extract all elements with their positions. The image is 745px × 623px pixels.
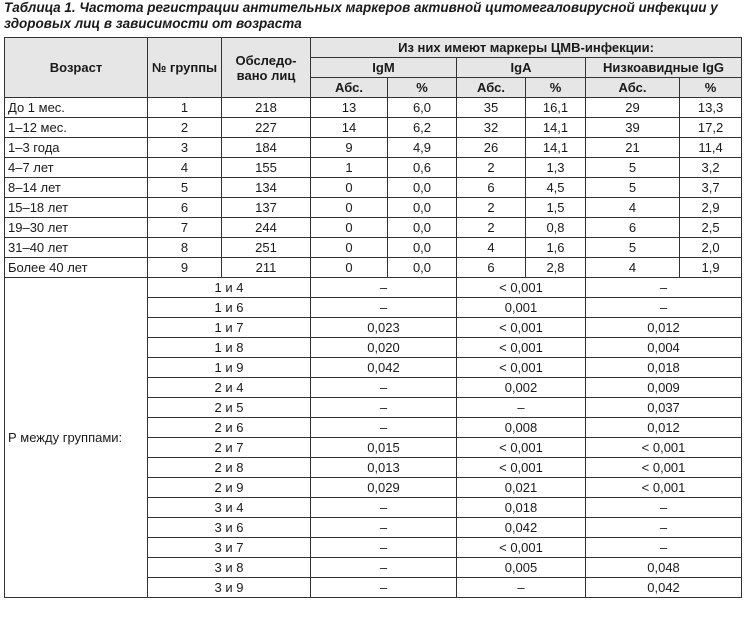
cell-p-igg: < 0,001 bbox=[586, 438, 742, 458]
cell-p-igm: 0,013 bbox=[311, 458, 457, 478]
cell-age: 1–12 мес. bbox=[5, 118, 148, 138]
cell-igm-abs: 0 bbox=[311, 238, 388, 258]
p-between-groups-label: Р между группами: bbox=[5, 278, 148, 598]
cell-igg-abs: 4 bbox=[586, 258, 680, 278]
cell-igg-pct: 3,7 bbox=[680, 178, 742, 198]
cell-igm-pct: 0,6 bbox=[388, 158, 457, 178]
cell-iga-pct: 1,3 bbox=[526, 158, 586, 178]
cell-group-pair: 3 и 6 bbox=[148, 518, 311, 538]
cell-igg-abs: 5 bbox=[586, 178, 680, 198]
cell-iga-abs: 4 bbox=[457, 238, 526, 258]
cell-igm-abs: 0 bbox=[311, 198, 388, 218]
cell-group-pair: 3 и 8 bbox=[148, 558, 311, 578]
header-igm: IgM bbox=[311, 58, 457, 78]
cell-examined: 184 bbox=[222, 138, 311, 158]
cell-igm-pct: 0,0 bbox=[388, 238, 457, 258]
cell-group-pair: 3 и 4 bbox=[148, 498, 311, 518]
cell-p-igg: – bbox=[586, 298, 742, 318]
cell-igg-abs: 29 bbox=[586, 98, 680, 118]
cell-iga-abs: 35 bbox=[457, 98, 526, 118]
cell-group: 8 bbox=[148, 238, 222, 258]
cell-p-igg: – bbox=[586, 498, 742, 518]
table-row bbox=[5, 138, 742, 158]
cell-iga-abs: 26 bbox=[457, 138, 526, 158]
cell-p-igm: 0,023 bbox=[311, 318, 457, 338]
cell-p-igg: 0,004 bbox=[586, 338, 742, 358]
cell-p-igg: 0,018 bbox=[586, 358, 742, 378]
cell-group-pair: 3 и 9 bbox=[148, 578, 311, 598]
header-markers: Из них имеют маркеры ЦМВ-инфекции: bbox=[311, 38, 742, 58]
cell-examined: 251 bbox=[222, 238, 311, 258]
cell-group-pair: 1 и 9 bbox=[148, 358, 311, 378]
cell-p-igm: – bbox=[311, 558, 457, 578]
cell-group: 1 bbox=[148, 98, 222, 118]
cell-p-iga: 0,008 bbox=[457, 418, 586, 438]
cell-p-iga: < 0,001 bbox=[457, 278, 586, 298]
cell-group: 3 bbox=[148, 138, 222, 158]
header-age: Возраст bbox=[5, 38, 148, 98]
cell-p-igg: 0,012 bbox=[586, 418, 742, 438]
cell-examined: 244 bbox=[222, 218, 311, 238]
cell-group-pair: 2 и 9 bbox=[148, 478, 311, 498]
header-iga-pct: % bbox=[526, 78, 586, 98]
cell-iga-pct: 1,6 bbox=[526, 238, 586, 258]
cell-p-igg: – bbox=[586, 518, 742, 538]
cell-p-iga: < 0,001 bbox=[457, 458, 586, 478]
cell-p-iga: < 0,001 bbox=[457, 318, 586, 338]
data-table bbox=[4, 37, 742, 598]
cell-age: 31–40 лет bbox=[5, 238, 148, 258]
header-igm-abs: Абс. bbox=[311, 78, 388, 98]
cell-iga-abs: 32 bbox=[457, 118, 526, 138]
table-row bbox=[5, 258, 742, 278]
cell-p-igg: 0,037 bbox=[586, 398, 742, 418]
table-caption: Таблица 1. Частота регистрации антительных маркеров активной цитомегаловирусной инфекции у здоровых лиц в зависимости от возраста bbox=[4, 0, 718, 31]
cell-p-igg: 0,042 bbox=[586, 578, 742, 598]
cell-p-iga: – bbox=[457, 578, 586, 598]
cell-examined: 218 bbox=[222, 98, 311, 118]
cell-iga-pct: 14,1 bbox=[526, 118, 586, 138]
cell-igm-abs: 13 bbox=[311, 98, 388, 118]
cell-age: 15–18 лет bbox=[5, 198, 148, 218]
cell-igm-abs: 0 bbox=[311, 218, 388, 238]
cell-p-iga: 0,001 bbox=[457, 298, 586, 318]
cell-p-igg: 0,009 bbox=[586, 378, 742, 398]
cell-p-igm: 0,020 bbox=[311, 338, 457, 358]
cell-igm-pct: 0,0 bbox=[388, 178, 457, 198]
cell-igm-abs: 0 bbox=[311, 178, 388, 198]
cell-igg-abs: 4 bbox=[586, 198, 680, 218]
cell-p-igm: – bbox=[311, 578, 457, 598]
cell-age: 19–30 лет bbox=[5, 218, 148, 238]
cell-iga-abs: 6 bbox=[457, 178, 526, 198]
cell-p-igm: 0,029 bbox=[311, 478, 457, 498]
cell-p-iga: 0,005 bbox=[457, 558, 586, 578]
cell-p-iga: 0,021 bbox=[457, 478, 586, 498]
cell-group-pair: 1 и 6 bbox=[148, 298, 311, 318]
cell-iga-abs: 6 bbox=[457, 258, 526, 278]
cell-igg-pct: 13,3 bbox=[680, 98, 742, 118]
cell-igm-abs: 0 bbox=[311, 258, 388, 278]
cell-p-igg: 0,048 bbox=[586, 558, 742, 578]
cell-p-iga: – bbox=[457, 398, 586, 418]
table-body bbox=[5, 98, 742, 598]
cell-p-igm: – bbox=[311, 538, 457, 558]
cell-igg-pct: 3,2 bbox=[680, 158, 742, 178]
cell-p-igm: – bbox=[311, 378, 457, 398]
cell-iga-pct: 14,1 bbox=[526, 138, 586, 158]
cell-igg-pct: 17,2 bbox=[680, 118, 742, 138]
cell-age: Более 40 лет bbox=[5, 258, 148, 278]
cell-group: 6 bbox=[148, 198, 222, 218]
cell-iga-pct: 1,5 bbox=[526, 198, 586, 218]
p-value-row bbox=[5, 278, 742, 298]
cell-igg-pct: 1,9 bbox=[680, 258, 742, 278]
cell-igm-pct: 4,9 bbox=[388, 138, 457, 158]
cell-group-pair: 3 и 7 bbox=[148, 538, 311, 558]
table-row bbox=[5, 98, 742, 118]
cell-iga-pct: 2,8 bbox=[526, 258, 586, 278]
cell-p-igm: 0,042 bbox=[311, 358, 457, 378]
cell-p-igm: – bbox=[311, 298, 457, 318]
cell-igg-pct: 2,5 bbox=[680, 218, 742, 238]
cell-p-igm: – bbox=[311, 278, 457, 298]
cell-p-iga: < 0,001 bbox=[457, 538, 586, 558]
cell-p-iga: < 0,001 bbox=[457, 338, 586, 358]
cell-igg-pct: 2,0 bbox=[680, 238, 742, 258]
header-group-no: № группы bbox=[148, 38, 222, 98]
cell-igg-abs: 39 bbox=[586, 118, 680, 138]
cell-iga-abs: 2 bbox=[457, 158, 526, 178]
cell-p-igm: – bbox=[311, 498, 457, 518]
cell-igm-pct: 0,0 bbox=[388, 198, 457, 218]
cell-group-pair: 2 и 5 bbox=[148, 398, 311, 418]
table-row bbox=[5, 178, 742, 198]
header-iga-abs: Абс. bbox=[457, 78, 526, 98]
cell-group: 5 bbox=[148, 178, 222, 198]
cell-p-iga: 0,042 bbox=[457, 518, 586, 538]
cell-p-igm: 0,015 bbox=[311, 438, 457, 458]
cell-p-igg: – bbox=[586, 278, 742, 298]
cell-group: 4 bbox=[148, 158, 222, 178]
cell-igg-abs: 21 bbox=[586, 138, 680, 158]
cell-p-igg: – bbox=[586, 538, 742, 558]
cell-iga-pct: 4,5 bbox=[526, 178, 586, 198]
cell-age: 1–3 года bbox=[5, 138, 148, 158]
header-igg-pct: % bbox=[680, 78, 742, 98]
cell-igm-pct: 0,0 bbox=[388, 218, 457, 238]
cell-igg-abs: 6 bbox=[586, 218, 680, 238]
cell-age: До 1 мес. bbox=[5, 98, 148, 118]
header-igm-pct: % bbox=[388, 78, 457, 98]
cell-group: 7 bbox=[148, 218, 222, 238]
cell-group-pair: 2 и 8 bbox=[148, 458, 311, 478]
cell-p-igg: 0,012 bbox=[586, 318, 742, 338]
cell-age: 4–7 лет bbox=[5, 158, 148, 178]
cell-iga-abs: 2 bbox=[457, 218, 526, 238]
cell-examined: 227 bbox=[222, 118, 311, 138]
header-iga: IgA bbox=[457, 58, 586, 78]
cell-examined: 134 bbox=[222, 178, 311, 198]
cell-igm-pct: 6,0 bbox=[388, 98, 457, 118]
cell-igg-abs: 5 bbox=[586, 238, 680, 258]
table-row bbox=[5, 118, 742, 138]
cell-examined: 137 bbox=[222, 198, 311, 218]
table-row bbox=[5, 158, 742, 178]
cell-p-igm: – bbox=[311, 398, 457, 418]
cell-p-iga: 0,018 bbox=[457, 498, 586, 518]
cell-p-igm: – bbox=[311, 518, 457, 538]
cell-igm-abs: 1 bbox=[311, 158, 388, 178]
table-row bbox=[5, 198, 742, 218]
cell-iga-abs: 2 bbox=[457, 198, 526, 218]
cell-examined: 155 bbox=[222, 158, 311, 178]
header-low-avidity-igg: Низкоавидные IgG bbox=[586, 58, 742, 78]
cell-iga-pct: 0,8 bbox=[526, 218, 586, 238]
cell-p-igg: < 0,001 bbox=[586, 458, 742, 478]
cell-igg-pct: 11,4 bbox=[680, 138, 742, 158]
table-row bbox=[5, 238, 742, 258]
table-row bbox=[5, 218, 742, 238]
cell-group-pair: 1 и 7 bbox=[148, 318, 311, 338]
cell-igm-abs: 14 bbox=[311, 118, 388, 138]
cell-igg-abs: 5 bbox=[586, 158, 680, 178]
cell-igm-abs: 9 bbox=[311, 138, 388, 158]
cell-p-igg: < 0,001 bbox=[586, 478, 742, 498]
cell-p-iga: 0,002 bbox=[457, 378, 586, 398]
cell-p-iga: < 0,001 bbox=[457, 358, 586, 378]
table-header bbox=[5, 38, 742, 98]
cell-group-pair: 2 и 7 bbox=[148, 438, 311, 458]
cell-group-pair: 2 и 6 bbox=[148, 418, 311, 438]
cell-group: 2 bbox=[148, 118, 222, 138]
cell-iga-pct: 16,1 bbox=[526, 98, 586, 118]
cell-group-pair: 2 и 4 bbox=[148, 378, 311, 398]
cell-examined: 211 bbox=[222, 258, 311, 278]
cell-p-iga: < 0,001 bbox=[457, 438, 586, 458]
header-examined: Обследо-вано лиц bbox=[222, 38, 311, 98]
cell-age: 8–14 лет bbox=[5, 178, 148, 198]
cell-igm-pct: 0,0 bbox=[388, 258, 457, 278]
cell-igm-pct: 6,2 bbox=[388, 118, 457, 138]
cell-igg-pct: 2,9 bbox=[680, 198, 742, 218]
cell-group-pair: 1 и 4 bbox=[148, 278, 311, 298]
cell-group-pair: 1 и 8 bbox=[148, 338, 311, 358]
cell-p-igm: – bbox=[311, 418, 457, 438]
cell-group: 9 bbox=[148, 258, 222, 278]
header-igg-abs: Абс. bbox=[586, 78, 680, 98]
